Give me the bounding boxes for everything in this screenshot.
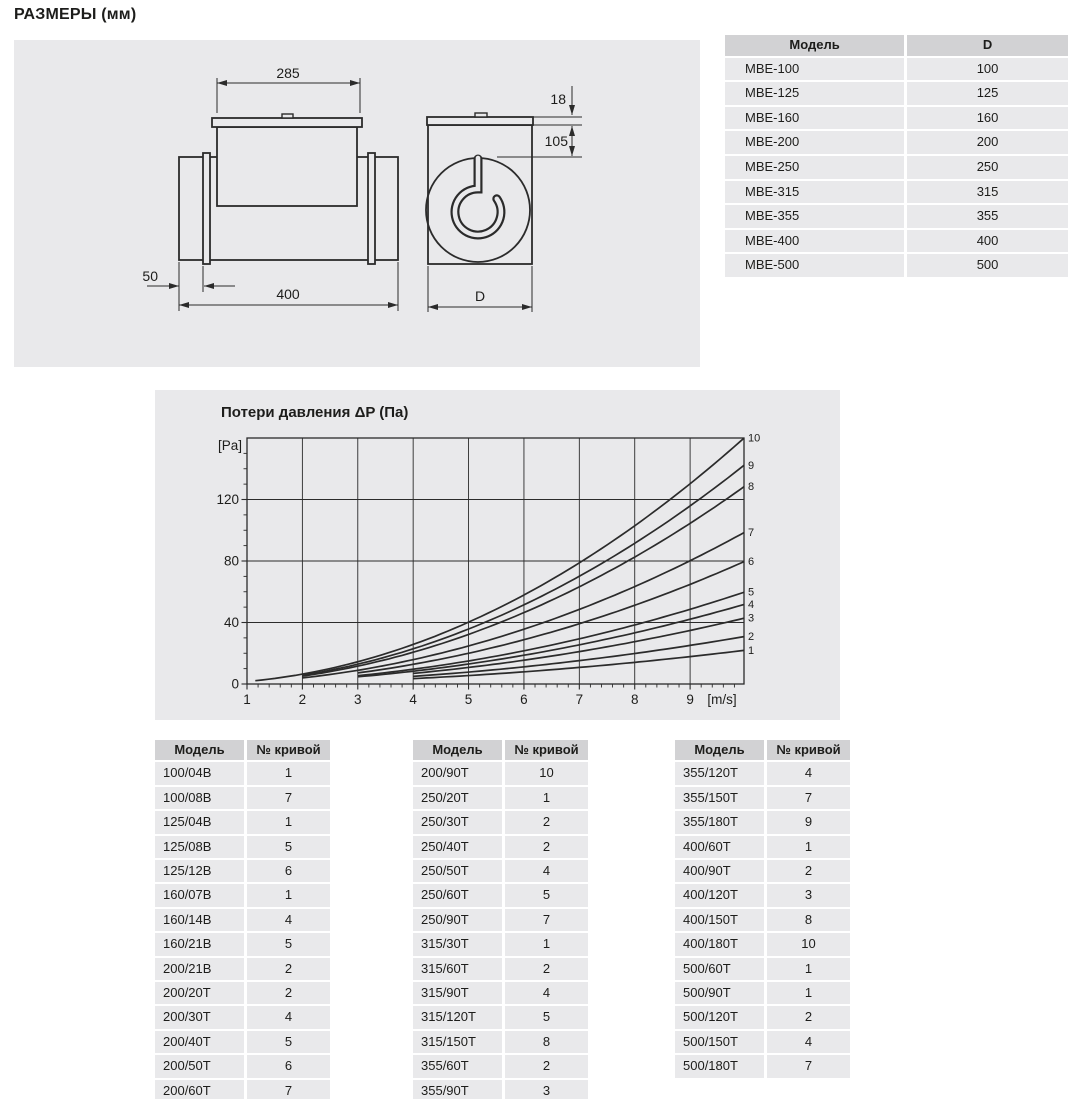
value-cell: 2 <box>505 958 588 980</box>
value-cell: 2 <box>505 1055 588 1077</box>
model-cell: 500/180Т <box>675 1055 764 1077</box>
front-lid-tab <box>475 113 487 117</box>
model-cell: 250/50Т <box>413 860 502 882</box>
model-cell: 355/180Т <box>675 811 764 833</box>
model-cell: 160/07В <box>155 884 244 906</box>
curves-2-row <box>413 1055 588 1077</box>
y-axis-unit: [Pa] <box>217 438 242 453</box>
model-cell: 250/40Т <box>413 836 502 858</box>
curve-label-3: 3 <box>748 612 755 625</box>
value-cell: 3 <box>505 1080 588 1099</box>
model-cell: МВЕ-200 <box>725 131 904 154</box>
value-cell: 3 <box>767 884 850 906</box>
models-row <box>725 82 1068 105</box>
flange-left <box>203 153 210 264</box>
model-cell: МВЕ-315 <box>725 181 904 204</box>
box-lid <box>212 118 362 127</box>
dim-length-label: 400 <box>276 286 300 302</box>
chart-title: Потери давления ΔP (Па) <box>221 404 409 421</box>
curve-table-2 <box>410 738 591 1099</box>
curves-2-row <box>413 1080 588 1099</box>
model-cell: 200/20Т <box>155 982 244 1004</box>
value-cell: 4 <box>247 1006 330 1028</box>
curve-label-4: 4 <box>748 598 755 611</box>
value-cell: 4 <box>247 909 330 931</box>
model-cell: 200/60Т <box>155 1080 244 1099</box>
value-cell: 5 <box>505 1006 588 1028</box>
value-cell: 400 <box>907 230 1068 253</box>
front-lid <box>427 117 533 125</box>
value-cell: 7 <box>505 909 588 931</box>
model-cell: 100/08В <box>155 787 244 809</box>
pressure-loss-chart <box>155 390 840 720</box>
curves-1-row <box>155 958 330 980</box>
front-view <box>426 113 533 264</box>
curves-3-row <box>675 1031 850 1053</box>
model-cell: 250/90Т <box>413 909 502 931</box>
curves-2-row <box>413 811 588 833</box>
value-cell: 8 <box>767 909 850 931</box>
models-row <box>725 205 1068 228</box>
curves-2-row <box>413 1031 588 1053</box>
models-column-header-1: D <box>907 35 1068 56</box>
curve-label-2: 2 <box>748 631 755 644</box>
model-cell: МВЕ-160 <box>725 107 904 130</box>
model-cell: 200/90Т <box>413 762 502 784</box>
curves-1-row <box>155 762 330 784</box>
value-cell: 4 <box>767 762 850 784</box>
model-cell: 400/180Т <box>675 933 764 955</box>
models-row <box>725 58 1068 81</box>
front-body <box>428 125 532 264</box>
curves-1-row <box>155 811 330 833</box>
models-row <box>725 131 1068 154</box>
value-cell: 4 <box>505 860 588 882</box>
value-cell: 2 <box>247 982 330 1004</box>
models-row <box>725 107 1068 130</box>
curves-1-row <box>155 860 330 882</box>
curve-table-1 <box>152 738 333 1099</box>
curves-3-table <box>672 738 853 1080</box>
curves-1-table <box>152 738 333 1099</box>
curves-2-row <box>413 787 588 809</box>
curves-2-table <box>410 738 591 1099</box>
model-cell: 355/150Т <box>675 787 764 809</box>
value-cell: 1 <box>247 884 330 906</box>
model-cell: 355/120Т <box>675 762 764 784</box>
x-tick-label: 7 <box>575 692 584 707</box>
y-tick-label: 80 <box>223 553 239 569</box>
x-tick-label: 1 <box>243 692 251 707</box>
curve-label-7: 7 <box>748 527 755 540</box>
curves-1-row <box>155 933 330 955</box>
y-tick-label: 120 <box>216 492 239 507</box>
curves-3-column-header-0: Модель <box>675 740 764 760</box>
curves-1-row <box>155 1031 330 1053</box>
model-cell: 500/60Т <box>675 958 764 980</box>
x-tick-label: 3 <box>354 692 362 707</box>
x-tick-label: 4 <box>409 692 417 707</box>
curve-label-8: 8 <box>748 481 755 494</box>
value-cell: 200 <box>907 131 1068 154</box>
model-cell: МВЕ-355 <box>725 205 904 228</box>
value-cell: 8 <box>505 1031 588 1053</box>
model-cell: 125/12В <box>155 860 244 882</box>
value-cell: 2 <box>505 836 588 858</box>
curves-2-row <box>413 762 588 784</box>
pressure-curve-9 <box>302 465 744 675</box>
page-title: РАЗМЕРЫ (мм) <box>14 6 137 23</box>
pressure-curve-10 <box>255 438 744 681</box>
model-cell: 355/60Т <box>413 1055 502 1077</box>
value-cell: 7 <box>767 1055 850 1077</box>
curves-2-row <box>413 933 588 955</box>
x-axis-unit: [m/s] <box>707 692 737 707</box>
curve-label-1: 1 <box>748 644 755 657</box>
curves-1-row <box>155 982 330 1004</box>
curves-1-row <box>155 1055 330 1077</box>
pressure-curve-4 <box>358 605 744 677</box>
value-cell: 250 <box>907 156 1068 179</box>
curves-3-row <box>675 958 850 980</box>
value-cell: 1 <box>505 933 588 955</box>
value-cell: 315 <box>907 181 1068 204</box>
model-cell: 400/150Т <box>675 909 764 931</box>
value-cell: 6 <box>247 860 330 882</box>
curves-2-row <box>413 860 588 882</box>
value-cell: 5 <box>505 884 588 906</box>
model-cell: 500/150Т <box>675 1031 764 1053</box>
value-cell: 7 <box>767 787 850 809</box>
value-cell: 4 <box>767 1031 850 1053</box>
curve-label-5: 5 <box>748 586 755 599</box>
value-cell: 7 <box>247 787 330 809</box>
curves-3-row <box>675 860 850 882</box>
dim-top-width-label: 285 <box>276 65 300 81</box>
x-tick-label: 5 <box>464 692 473 707</box>
pressure-loss-chart-panel <box>155 390 840 720</box>
value-cell: 2 <box>247 958 330 980</box>
curves-1-row <box>155 884 330 906</box>
curves-3-row <box>675 1055 850 1077</box>
value-cell: 5 <box>247 1031 330 1053</box>
value-cell: 2 <box>767 860 850 882</box>
y-tick-label: 40 <box>223 615 239 630</box>
value-cell: 1 <box>247 811 330 833</box>
curves-2-row <box>413 836 588 858</box>
value-cell: 5 <box>247 836 330 858</box>
curves-1-row <box>155 1080 330 1099</box>
model-cell: 160/14В <box>155 909 244 931</box>
terminal-box <box>217 127 357 206</box>
curves-3-row <box>675 933 850 955</box>
dim-left-offset-label: 50 <box>142 268 158 284</box>
value-cell: 1 <box>505 787 588 809</box>
value-cell: 10 <box>767 933 850 955</box>
value-cell: 355 <box>907 205 1068 228</box>
value-cell: 2 <box>505 811 588 833</box>
models-column-header-0: Модель <box>725 35 904 56</box>
value-cell: 160 <box>907 107 1068 130</box>
dimensions-drawing-panel <box>14 40 700 367</box>
curves-2-row <box>413 909 588 931</box>
models-row <box>725 181 1068 204</box>
curves-2-row <box>413 958 588 980</box>
x-tick-label: 9 <box>686 692 694 707</box>
model-cell: 315/30Т <box>413 933 502 955</box>
model-cell: 200/30Т <box>155 1006 244 1028</box>
curves-1-row <box>155 1006 330 1028</box>
x-tick-label: 6 <box>520 692 528 707</box>
curve-table-3 <box>672 738 853 1080</box>
curves-1-column-header-1: № кривой <box>247 740 330 760</box>
model-cell: 500/120Т <box>675 1006 764 1028</box>
model-cell: МВЕ-400 <box>725 230 904 253</box>
curves-1-row <box>155 836 330 858</box>
curve-label-6: 6 <box>748 556 755 569</box>
value-cell: 1 <box>767 982 850 1004</box>
models-row <box>725 254 1068 277</box>
value-cell: 1 <box>767 836 850 858</box>
value-cell: 125 <box>907 82 1068 105</box>
model-cell: 400/90Т <box>675 860 764 882</box>
models-row <box>725 230 1068 253</box>
value-cell: 9 <box>767 811 850 833</box>
side-view <box>179 114 398 264</box>
curve-label-9: 9 <box>748 459 755 472</box>
dim-box-height-label: 105 <box>544 133 568 149</box>
models-table <box>722 33 1071 279</box>
y-tick-label: 0 <box>231 676 239 692</box>
value-cell: 2 <box>767 1006 850 1028</box>
curve-label-10: 10 <box>748 432 761 445</box>
curves-3-row <box>675 982 850 1004</box>
flange-right <box>368 153 375 264</box>
value-cell: 500 <box>907 254 1068 277</box>
curves-2-row <box>413 884 588 906</box>
lid-tab <box>282 114 293 118</box>
curves-2-row <box>413 982 588 1004</box>
curves-3-row <box>675 811 850 833</box>
value-cell: 4 <box>505 982 588 1004</box>
model-cell: 400/60Т <box>675 836 764 858</box>
model-cell: 125/04В <box>155 811 244 833</box>
models-dimension-table <box>722 33 1071 279</box>
model-cell: 315/120Т <box>413 1006 502 1028</box>
curves-1-row <box>155 787 330 809</box>
value-cell: 100 <box>907 58 1068 81</box>
model-cell: 250/20Т <box>413 787 502 809</box>
model-cell: 200/50Т <box>155 1055 244 1077</box>
curves-3-column-header-1: № кривой <box>767 740 850 760</box>
curves-2-column-header-1: № кривой <box>505 740 588 760</box>
model-cell: МВЕ-100 <box>725 58 904 81</box>
value-cell: 5 <box>247 933 330 955</box>
curves-3-row <box>675 1006 850 1028</box>
model-cell: МВЕ-250 <box>725 156 904 179</box>
dim-lid-height-label: 18 <box>550 91 566 107</box>
x-tick-label: 2 <box>298 692 307 707</box>
dimensions-drawing <box>14 40 700 367</box>
model-cell: 315/90Т <box>413 982 502 1004</box>
curves-3-row <box>675 836 850 858</box>
curves-3-row <box>675 787 850 809</box>
model-cell: 400/120Т <box>675 884 764 906</box>
curves-1-column-header-0: Модель <box>155 740 244 760</box>
model-cell: 315/150Т <box>413 1031 502 1053</box>
curves-3-row <box>675 909 850 931</box>
model-cell: 200/21В <box>155 958 244 980</box>
models-row <box>725 156 1068 179</box>
model-cell: 250/30Т <box>413 811 502 833</box>
curves-3-row <box>675 762 850 784</box>
value-cell: 6 <box>247 1055 330 1077</box>
model-cell: 200/40Т <box>155 1031 244 1053</box>
model-cell: 315/60Т <box>413 958 502 980</box>
model-cell: 125/08В <box>155 836 244 858</box>
value-cell: 1 <box>767 958 850 980</box>
value-cell: 1 <box>247 762 330 784</box>
x-tick-label: 8 <box>630 692 639 707</box>
dim-diameter-label: D <box>474 288 486 304</box>
model-cell: 250/60Т <box>413 884 502 906</box>
model-cell: МВЕ-500 <box>725 254 904 277</box>
value-cell: 10 <box>505 762 588 784</box>
model-cell: 355/90Т <box>413 1080 502 1099</box>
model-cell: МВЕ-125 <box>725 82 904 105</box>
value-cell: 7 <box>247 1080 330 1099</box>
model-cell: 500/90Т <box>675 982 764 1004</box>
curves-1-row <box>155 909 330 931</box>
curves-3-row <box>675 884 850 906</box>
curves-2-column-header-0: Модель <box>413 740 502 760</box>
model-cell: 100/04В <box>155 762 244 784</box>
curves-2-row <box>413 1006 588 1028</box>
model-cell: 160/21В <box>155 933 244 955</box>
